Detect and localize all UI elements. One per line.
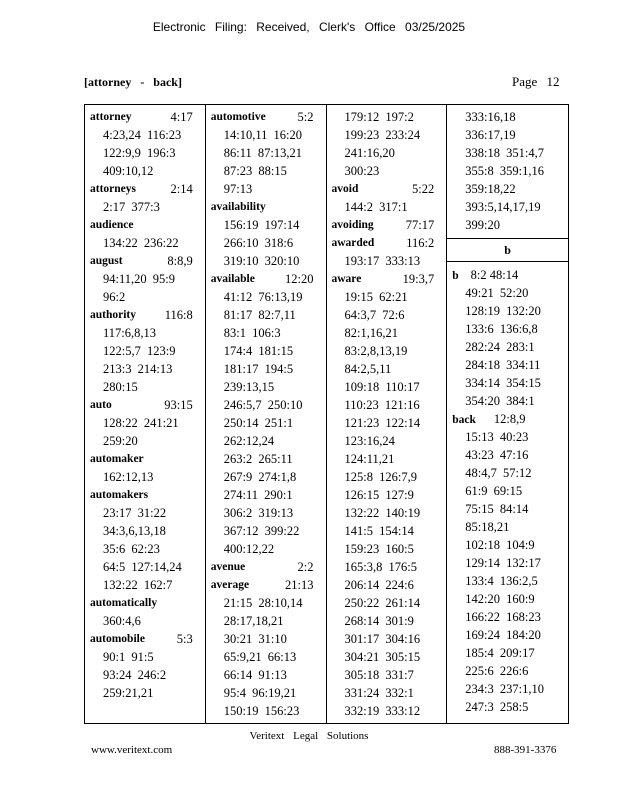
index-citation-line: 123:16,24 — [344, 434, 395, 448]
index-citation-line: 41:12 76:13,19 — [223, 290, 303, 304]
index-citation-line: 66:14 91:13 — [223, 668, 287, 682]
index-term: back — [452, 414, 476, 426]
index-citation-line: 263:2 265:11 — [223, 452, 293, 466]
index-citation: 5:2 — [297, 110, 314, 124]
index-citation-line: 23:17 31:22 — [103, 506, 167, 520]
index-citation-line: 19:15 62:21 — [344, 290, 408, 304]
page-number: Page 12 — [512, 74, 560, 89]
index-entry — [447, 266, 568, 284]
index-citation-line: 142:20 160:9 — [465, 592, 535, 606]
index-entry — [206, 198, 326, 216]
index-citation-line: 336:17,19 — [465, 128, 516, 142]
index-citation-line: 14:10,11 16:20 — [223, 128, 302, 142]
index-citation-line: 199:23 233:24 — [344, 128, 421, 142]
index-citation: 5:22 — [412, 182, 435, 196]
index-citation-line: 129:14 132:17 — [465, 556, 541, 570]
index-citation-line: 28:17,18,21 — [223, 614, 284, 628]
index-entry — [85, 396, 205, 414]
index-citation-line: 162:12,13 — [103, 470, 154, 484]
index-citation-line: 82:1,16,21 — [344, 326, 398, 340]
index-entry — [85, 180, 205, 198]
index-term: automakers — [90, 489, 149, 501]
index-citation: 4:17 — [170, 110, 193, 124]
index-citation-line: 225:6 226:6 — [465, 664, 529, 678]
index-citation-line: 93:24 246:2 — [103, 668, 167, 682]
index-citation: 93:15 — [164, 398, 193, 412]
index-citation-line: 109:18 110:17 — [344, 380, 420, 394]
index-term: automatically — [90, 597, 158, 609]
index-citation-line: 284:18 334:11 — [465, 358, 541, 372]
index-citation-line: 359:18,22 — [465, 182, 516, 196]
footer-company: Veritext Legal Solutions — [249, 730, 369, 742]
index-citation-line: 144:2 317:1 — [344, 200, 408, 214]
index-citation-line: 301:17 304:16 — [344, 632, 421, 646]
index-entry — [327, 180, 447, 198]
index-term: avenue — [210, 561, 246, 573]
index-entry — [85, 306, 205, 324]
index-citation-line: 409:10,12 — [103, 164, 154, 178]
index-column-4 — [447, 105, 568, 723]
index-citation-line: 305:18 331:7 — [344, 668, 414, 682]
index-citation-line: 128:19 132:20 — [465, 304, 541, 318]
index-citation-line: 75:15 84:14 — [465, 502, 529, 516]
index-term: availability — [210, 201, 266, 213]
index-term: automaker — [90, 453, 144, 465]
footer-phone: 888-391-3376 — [494, 744, 557, 756]
index-citation: 8:8,9 — [167, 254, 193, 268]
filing-stamp: Electronic Filing: Received, Clerk's Office 03/25/2025 — [152, 20, 466, 34]
index-entry — [206, 108, 326, 126]
index-entry — [85, 594, 205, 612]
index-citation-line: 35:6 62:23 — [103, 542, 160, 556]
index-citation-line: 21:15 28:10,14 — [223, 596, 303, 610]
index-citation-line: 95:4 96:19,21 — [223, 686, 297, 700]
index-entry — [206, 270, 326, 288]
index-entry — [85, 216, 205, 234]
index-column-2 — [206, 105, 327, 723]
index-term: automotive — [210, 111, 266, 123]
index-citation-line: 332:19 333:12 — [344, 704, 421, 718]
index-entry — [85, 486, 205, 504]
index-citation-line: 239:13,15 — [223, 380, 275, 394]
index-term: available — [210, 273, 255, 285]
index-citation-line: 83:1 106:3 — [223, 326, 281, 340]
index-citation-line: 117:6,8,13 — [103, 326, 157, 340]
index-range: [attorney - back] — [84, 75, 182, 89]
index-citation-line: 110:23 121:16 — [344, 398, 420, 412]
index-citation-line: 156:19 197:14 — [223, 218, 300, 232]
index-term: avoiding — [331, 219, 374, 231]
index-citation-line: 166:22 168:23 — [465, 610, 541, 624]
index-citation-line: 134:22 236:22 — [103, 236, 179, 250]
index-citation-line: 64:3,7 72:6 — [344, 308, 405, 322]
index-citation-line: 234:3 237:1,10 — [465, 682, 544, 696]
index-citation-line: 174:4 181:15 — [223, 344, 294, 358]
index-entry — [327, 234, 447, 252]
index-citation-line: 150:19 156:23 — [223, 704, 300, 718]
index-term: awarded — [331, 237, 375, 249]
index-term: auto — [90, 399, 112, 411]
index-citation-line: 355:8 359:1,16 — [465, 164, 544, 178]
index-citation-line: 213:3 214:13 — [103, 362, 173, 376]
index-citation: 2:14 — [170, 182, 193, 196]
index-citation-line: 61:9 69:15 — [465, 484, 523, 498]
index-citation-line: 86:11 87:13,21 — [223, 146, 302, 160]
index-citation-line: 185:4 209:17 — [465, 646, 535, 660]
index-citation-line: 49:21 52:20 — [465, 286, 529, 300]
index-term: avoid — [331, 183, 359, 195]
index-citation-line: 274:11 290:1 — [223, 488, 293, 502]
index-citation-line: 15:13 40:23 — [465, 430, 529, 444]
index-citation-line: 400:12,22 — [223, 542, 275, 556]
index-entry — [327, 216, 447, 234]
index-column-1 — [85, 105, 206, 723]
index-citation-line: 247:3 258:5 — [465, 700, 529, 714]
index-citation-line: 83:2,8,13,19 — [344, 344, 408, 358]
index-term: authority — [90, 309, 136, 321]
index-citation-line: 34:3,6,13,18 — [103, 524, 166, 538]
index-citation-line: 354:20 384:1 — [465, 394, 535, 408]
index-citation-line: 122:9,9 196:3 — [103, 146, 176, 160]
index-term: attorneys — [90, 183, 136, 195]
index-citation: 5:3 — [176, 632, 193, 646]
index-citation: 12:20 — [285, 272, 314, 286]
index-citation-line: 319:10 320:10 — [223, 254, 300, 268]
index-citation-line: 102:18 104:9 — [465, 538, 535, 552]
index-citation-line: 94:11,20 95:9 — [103, 272, 175, 286]
index-citation-line: 259:21,21 — [103, 686, 154, 700]
index-citation-line: 132:22 162:7 — [103, 578, 173, 592]
index-citation-line: 267:9 274:1,8 — [223, 470, 297, 484]
index-citation-line: 304:21 305:15 — [344, 650, 421, 664]
index-citation-line: 169:24 184:20 — [465, 628, 541, 642]
index-citation: 21:13 — [285, 578, 314, 592]
index-term: aware — [331, 273, 362, 285]
index-citation: 19:3,7 — [402, 272, 435, 286]
index-citation-line: 338:18 351:4,7 — [465, 146, 544, 160]
index-citation-line: 128:22 241:21 — [103, 416, 179, 430]
index-citation-line: 306:2 319:13 — [223, 506, 294, 520]
index-citation: 77:17 — [405, 218, 435, 232]
index-citation-line: 124:11,21 — [344, 452, 395, 466]
index-entry — [85, 630, 205, 648]
index-citation: 116:8 — [164, 308, 193, 322]
index-term: august — [90, 255, 123, 267]
index-citation-line: 250:22 261:14 — [344, 596, 421, 610]
index-entry — [85, 252, 205, 270]
index-term: average — [210, 579, 250, 591]
index-citation-line: 179:12 197:2 — [344, 110, 414, 124]
index-citation-line: 125:8 126:7,9 — [344, 470, 417, 484]
index-citation-line: 268:14 301:9 — [344, 614, 414, 628]
index-citation-line: 141:5 154:14 — [344, 524, 414, 538]
index-citation-line: 30:21 31:10 — [223, 632, 287, 646]
index-citation-line: 159:23 160:5 — [344, 542, 414, 556]
index-letter-heading: b — [447, 238, 568, 262]
index-citation-line: 85:18,21 — [465, 520, 510, 534]
index-citation-line: 399:20 — [465, 218, 500, 232]
index-citation: 116:2 — [406, 236, 435, 250]
footer-website: www.veritext.com — [91, 744, 173, 756]
index-citation-line: 333:16,18 — [465, 110, 516, 124]
index-citation-line: 282:24 283:1 — [465, 340, 535, 354]
index-citation-line: 81:17 82:7,11 — [223, 308, 296, 322]
index-citation-line: 97:13 — [223, 182, 253, 196]
index-entry — [206, 576, 326, 594]
index-citation-line: 393:5,14,17,19 — [465, 200, 541, 214]
index-entry — [447, 410, 568, 428]
index-citation-line: 90:1 91:5 — [103, 650, 154, 664]
index-citation-line: 87:23 88:15 — [223, 164, 287, 178]
index-citation-line: 84:2,5,11 — [344, 362, 392, 376]
index-entry — [85, 450, 205, 468]
index-citation-line: 65:9,21 66:13 — [223, 650, 297, 664]
index-term: attorney — [90, 111, 132, 123]
index-citation-line: 4:23,24 116:23 — [103, 128, 182, 142]
index-citation-line: 48:4,7 57:12 — [465, 466, 532, 480]
index-citation-line: 241:16,20 — [344, 146, 395, 160]
index-citation: 2:2 — [297, 560, 314, 574]
word-index-grid — [84, 104, 569, 724]
index-citation-line: 96:2 — [103, 290, 126, 304]
index-citation-line: 122:5,7 123:9 — [103, 344, 176, 358]
index-citation-line: 360:4,6 — [103, 614, 141, 628]
index-citation-line: 331:24 332:1 — [344, 686, 414, 700]
index-citation-line: 250:14 251:1 — [223, 416, 294, 430]
index-citation: 8:2 48:14 — [470, 268, 519, 282]
index-citation-line: 206:14 224:6 — [344, 578, 414, 592]
index-entry — [206, 558, 326, 576]
index-column-3 — [327, 105, 448, 723]
index-entry — [85, 108, 205, 126]
index-citation-line: 121:23 122:14 — [344, 416, 421, 430]
index-citation-line: 193:17 333:13 — [344, 254, 421, 268]
index-citation-line: 246:5,7 250:10 — [223, 398, 303, 412]
index-citation-line: 259:20 — [103, 434, 138, 448]
index-citation-line: 181:17 194:5 — [223, 362, 294, 376]
index-citation-line: 262:12,24 — [223, 434, 275, 448]
index-term: audience — [90, 219, 134, 231]
index-citation-line: 280:15 — [103, 380, 138, 394]
index-term: b — [452, 270, 459, 282]
index-citation-line: 334:14 354:15 — [465, 376, 541, 390]
index-citation-line: 126:15 127:9 — [344, 488, 414, 502]
index-citation-line: 133:4 136:2,5 — [465, 574, 538, 588]
index-citation-line: 64:5 127:14,24 — [103, 560, 182, 574]
index-citation-line: 165:3,8 176:5 — [344, 560, 417, 574]
index-entry — [327, 270, 447, 288]
index-citation-line: 133:6 136:6,8 — [465, 322, 538, 336]
index-term: automobile — [90, 633, 145, 645]
index-citation-line: 367:12 399:22 — [223, 524, 300, 538]
index-citation-line: 2:17 377:3 — [103, 200, 160, 214]
index-citation-line: 43:23 47:16 — [465, 448, 529, 462]
index-citation: 12:8,9 — [493, 412, 526, 426]
index-citation-line: 132:22 140:19 — [344, 506, 421, 520]
index-citation-line: 266:10 318:6 — [223, 236, 294, 250]
index-citation-line: 300:23 — [344, 164, 380, 178]
